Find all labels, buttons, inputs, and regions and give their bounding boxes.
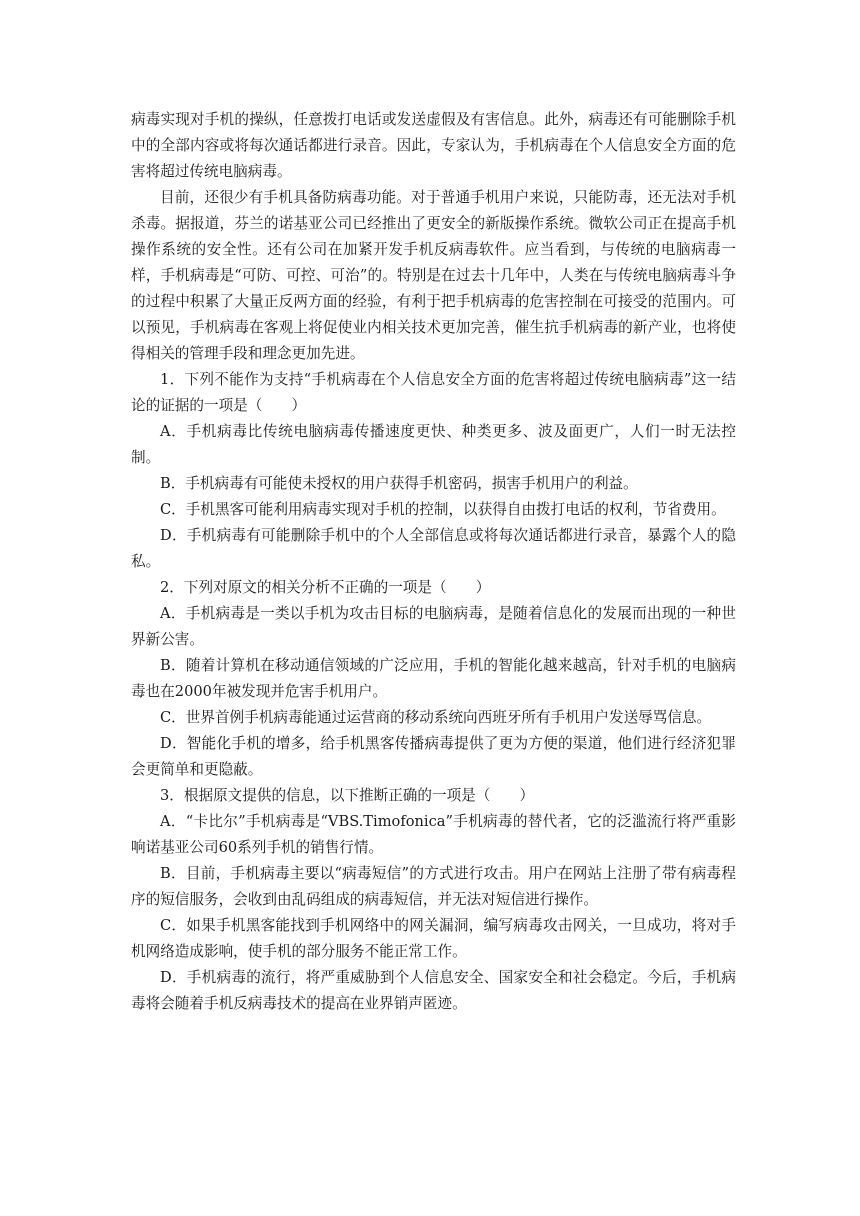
option-c: C．如果手机黑客能找到手机网络中的网关漏洞，编写病毒攻击网关，一旦成功，将对手机网络造成影响，使手机的部分服务不能正常工作。 (131, 917, 736, 960)
option-a: A．“卡比尔”手机病毒是“VBS.Timofonica”手机病毒的替代者，它的泛滥流行将严重影响诺基亚公司60系列手机的销售行情。 (131, 813, 736, 856)
question-stem: 2．下列对原文的相关分析不正确的一项是（ ） (160, 579, 491, 596)
document-body (131, 107, 736, 1017)
option-d: D．手机病毒的流行，将严重威胁到个人信息安全、国家安全和社会稳定。今后，手机病毒将会随着手机反病毒技术的提高在业界销声匿迹。 (131, 969, 736, 1012)
question-stem: 3．根据原文提供的信息，以下推断正确的一项是（ ） (160, 787, 535, 804)
option-d: D．手机病毒有可能删除手机中的个人全部信息或将每次通话都进行录音，暴露个人的隐私。 (131, 527, 736, 570)
option-d: D．智能化手机的增多，给手机黑客传播病毒提供了更为方便的渠道，他们进行经济犯罪会更简单和更隐蔽。 (131, 735, 736, 778)
option-a: A．手机病毒比传统电脑病毒传播速度更快、种类更多、波及面更广，人们一时无法控制。 (131, 423, 736, 466)
question-stem: 1．下列不能作为支持“手机病毒在个人信息安全方面的危害将超过传统电脑病毒”这一结论的证据的一项是（ ） (131, 371, 736, 414)
option-a: A．手机病毒是一类以手机为攻击目标的电脑病毒，是随着信息化的发展而出现的一种世界新公害。 (131, 605, 736, 648)
question-1 (131, 367, 736, 575)
option-b: B．手机病毒有可能使未授权的用户获得手机密码，损害手机用户的利益。 (160, 475, 638, 492)
question-3 (131, 783, 736, 1017)
option-c: C．手机黑客可能利用病毒实现对手机的控制，以获得自由拨打电话的权利，节省费用。 (160, 501, 726, 518)
option-b: B．随着计算机在移动通信领域的广泛应用，手机的智能化越来越高，针对手机的电脑病毒也在2000年被发现并危害手机用户。 (131, 657, 736, 700)
option-b: B．目前，手机病毒主要以“病毒短信”的方式进行攻击。用户在网站上注册了带有病毒程序的短信服务，会收到由乱码组成的病毒短信，并无法对短信进行操作。 (131, 865, 736, 908)
option-c: C．世界首例手机病毒能通过运营商的移动系统向西班牙所有手机用户发送辱骂信息。 (160, 709, 712, 726)
paragraph: 病毒实现对手机的操纵，任意拨打电话或发送虚假及有害信息。此外，病毒还有可能删除手机中的全部内容或将每次通话都进行录音。因此，专家认为，手机病毒在个人信息安全方面的危害将超过传统电脑病毒。 (131, 111, 736, 180)
question-2 (131, 575, 736, 783)
paragraph: 目前，还很少有手机具备防病毒功能。对于普通手机用户来说，只能防毒，还无法对手机杀毒。据报道，芬兰的诺基亚公司已经推出了更安全的新版操作系统。微软公司正在提高手机操作系统的安全性。还有公司在加紧开发手机反病毒软件。应当看到，与传统的电脑病毒一样，手机病毒是“可防、可控、可治”的。特别是在过去十几年中，人类在与传统电脑病毒斗争的过程中积累了大量正反两方面的经验，有利于把手机病毒的危害控制在可接受的范围内。可以预见，手机病毒在客观上将促使业内相关技术更加完善，催生抗手机病毒的新产业，也将使得相关的管理手段和理念更加先进。 (131, 189, 736, 362)
